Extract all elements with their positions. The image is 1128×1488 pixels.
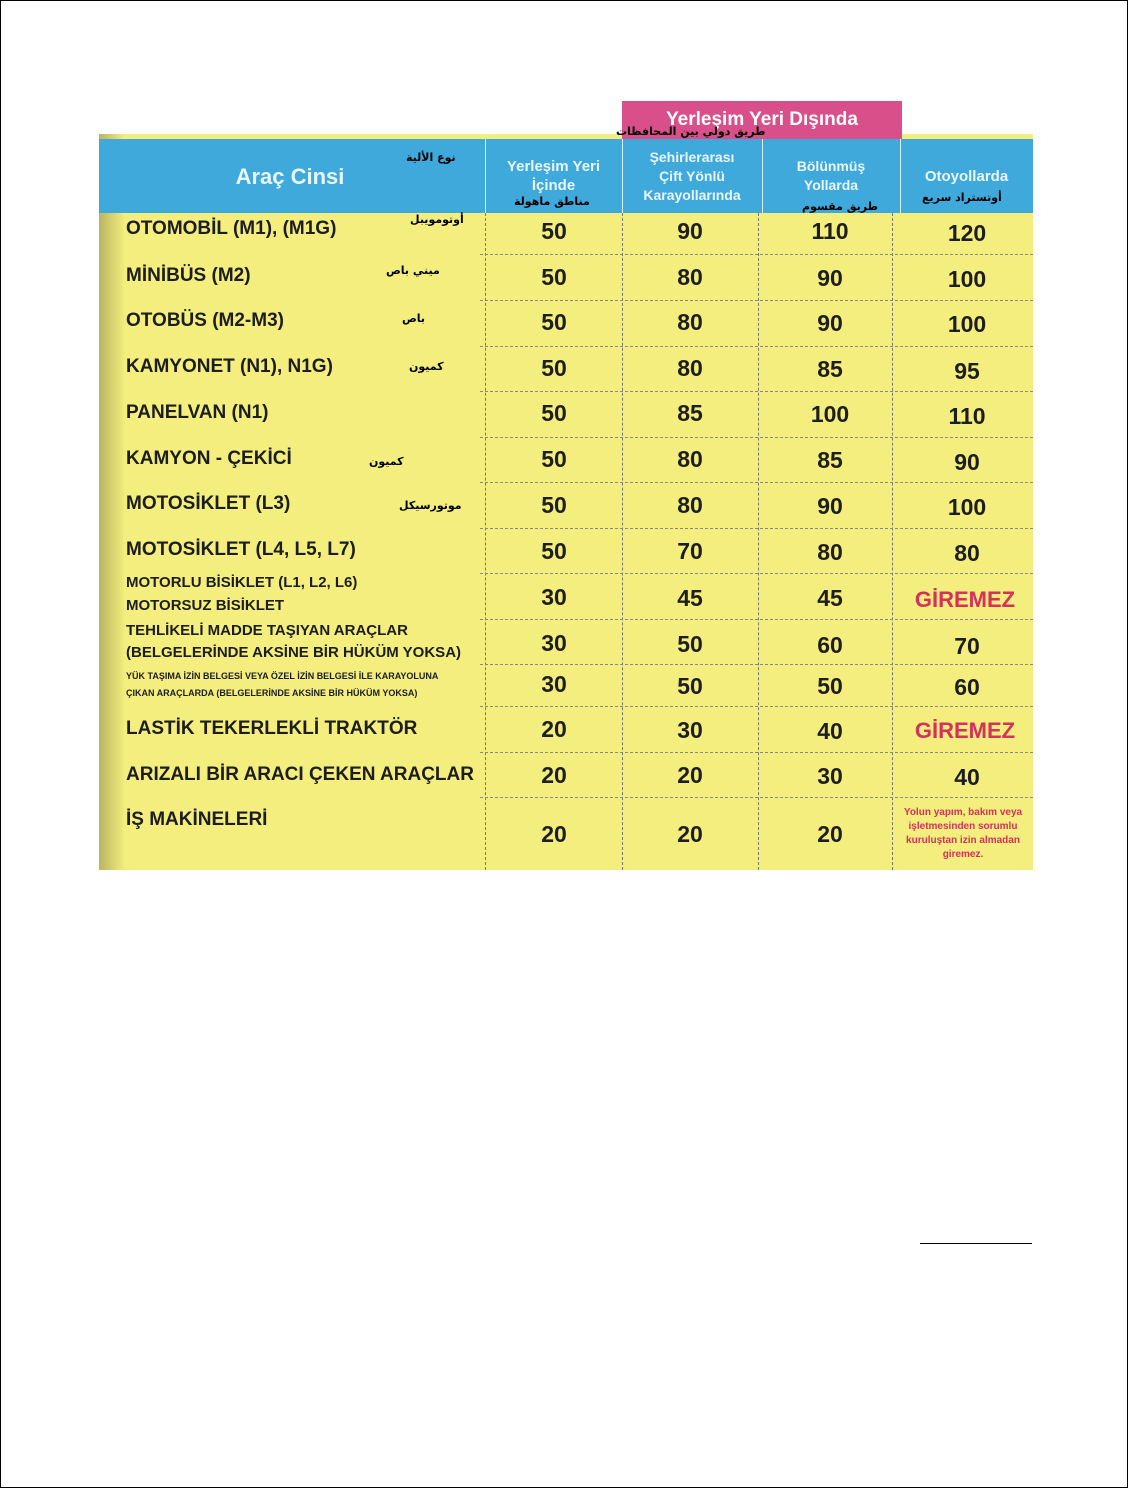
vehicle-label-hazardous-goods-note: (BELGELERİNDE AKSİNE BİR HÜKÜM YOKSA): [126, 644, 462, 661]
header-divider: [485, 139, 486, 213]
vehicle-label-tractor: LASTİK TEKERLEKLİ TRAKTÖR: [126, 718, 418, 739]
arabic-label-automobile: أوتومويبل: [410, 213, 464, 226]
arabic-label-intercity-road: طريق دولي بين المحافظات: [616, 125, 766, 138]
header-intercity-two-way: Şehirlerarası Çift Yönlü Karayollarında: [643, 148, 741, 203]
vehicle-label-bus: OTOBÜS (M2-M3): [126, 310, 284, 331]
arabic-label-vehicle-type: نوع الألية: [406, 151, 456, 164]
speed-in-settlement: 30: [541, 584, 567, 610]
vehicle-label-work-machines: İŞ MAKİNELERİ: [126, 809, 268, 830]
vehicle-label-motorcycle-l3: MOTOSİKLET (L3): [126, 493, 291, 514]
speed-in-settlement: 50: [541, 492, 567, 518]
speed-in-settlement: 20: [541, 821, 567, 847]
row-divider: [480, 254, 1033, 255]
vehicle-label-minibus: MİNİBÜS (M2): [126, 265, 251, 286]
speed-intercity: 80: [677, 446, 703, 472]
speed-intercity: 45: [677, 585, 703, 611]
speed-intercity: 90: [677, 218, 703, 244]
speed-motorway: 80: [954, 540, 980, 566]
header-divider: [762, 139, 763, 213]
speed-divided: 60: [817, 632, 843, 658]
vehicle-label-motor-bicycle: MOTORLU BİSİKLET (L1, L2, L6): [126, 574, 358, 591]
header-vehicle-type: Araç Cinsi: [235, 163, 345, 189]
speed-in-settlement: 50: [541, 218, 567, 244]
no-entry-label: GİREMEZ: [914, 718, 1016, 743]
vehicle-label-motorcycle-l4-l5-l7: MOTOSİKLET (L4, L5, L7): [126, 539, 356, 560]
speed-divided: 40: [817, 718, 843, 744]
speed-intercity: 70: [677, 538, 703, 564]
speed-divided: 80: [817, 539, 843, 565]
speed-divided: 45: [817, 585, 843, 611]
speed-intercity: 80: [677, 492, 703, 518]
speed-in-settlement: 50: [541, 446, 567, 472]
speed-intercity: 80: [677, 264, 703, 290]
arabic-label-truck: كميون: [369, 455, 404, 468]
speed-divided: 110: [811, 218, 849, 244]
speed-motorway: 95: [954, 358, 980, 384]
header-divider: [900, 139, 901, 213]
speed-divided: 20: [817, 821, 843, 847]
speed-motorway: 120: [947, 220, 987, 246]
vehicle-label-truck: KAMYON - ÇEKİCİ: [126, 448, 292, 469]
motorway-permit-note: Yolun yapım, bakım veya işletmesinden sorumlu kuruluştan izin almadan giremez.: [903, 807, 1023, 860]
speed-divided: 50: [817, 673, 843, 699]
speed-divided: 30: [817, 763, 843, 789]
speed-intercity: 30: [677, 717, 703, 743]
column-divider: [485, 213, 486, 870]
row-divider: [480, 573, 1033, 574]
vehicle-label-towing-vehicles: ARIZALI BİR ARACI ÇEKEN ARAÇLAR: [126, 764, 474, 785]
speed-divided: 90: [817, 310, 843, 336]
speed-intercity: 50: [677, 631, 703, 657]
speed-in-settlement: 20: [541, 762, 567, 788]
speed-in-settlement: 50: [541, 264, 567, 290]
arabic-label-divided-road: طريق مقسوم: [802, 200, 878, 213]
speed-intercity: 50: [677, 673, 703, 699]
row-divider: [480, 482, 1033, 483]
row-divider: [480, 346, 1033, 347]
speed-in-settlement: 50: [541, 355, 567, 381]
speed-divided: 90: [817, 493, 843, 519]
vehicle-label-permit-vehicles: YÜK TAŞIMA İZİN BELGESİ VEYA ÖZEL İZİN BELGESİ İLE KARAYOLUNA: [126, 671, 439, 681]
row-divider: [480, 300, 1033, 301]
speed-intercity: 20: [677, 821, 703, 847]
header-in-settlement: Yerleşim Yeri İçinde: [506, 158, 601, 194]
arabic-label-pickup: كميون: [409, 360, 444, 373]
arabic-label-motorcycle: موتورسيكل: [399, 499, 462, 512]
speed-intercity: 80: [677, 355, 703, 381]
row-divider: [480, 752, 1033, 753]
speed-intercity: 85: [677, 400, 703, 426]
speed-motorway: 60: [954, 674, 980, 700]
row-divider: [480, 664, 1033, 665]
speed-in-settlement: 50: [541, 400, 567, 426]
speed-motorway: 90: [954, 449, 980, 475]
vehicle-label-permit-vehicles-note: ÇIKAN ARAÇLARDA (BELGELERİNDE AKSİNE BİR HÜKÜM YOKSA): [126, 688, 418, 698]
row-divider: [480, 528, 1033, 529]
header-divider: [622, 139, 623, 213]
vehicle-label-hazardous-goods: TEHLİKELİ MADDE TAŞIYAN ARAÇLAR: [126, 622, 408, 639]
column-divider: [758, 213, 759, 870]
no-entry-label: GİREMEZ: [914, 587, 1016, 612]
speed-in-settlement: 50: [541, 309, 567, 335]
vehicle-label-automobile: OTOMOBİL (M1), (M1G): [126, 218, 337, 239]
speed-intercity: 80: [677, 309, 703, 335]
speed-divided: 100: [810, 401, 850, 427]
speed-divided: 85: [817, 356, 843, 382]
group-header-outside-settlement: Yerleşim Yeri Dışında: [622, 101, 902, 139]
row-divider: [480, 391, 1033, 392]
speed-divided: 85: [817, 447, 843, 473]
vehicle-label-bicycle: MOTORSUZ BİSİKLET: [126, 597, 285, 614]
header-divided-roads: Bölünmüş Yollarda: [796, 158, 866, 193]
arabic-label-motorway: أوتستراد سريع: [922, 191, 1002, 204]
page-curl-shadow: [99, 134, 125, 870]
arabic-label-minibus: ميني باص: [386, 264, 440, 277]
row-divider: [480, 437, 1033, 438]
speed-intercity: 20: [677, 762, 703, 788]
arabic-label-bus: باص: [402, 312, 426, 325]
speed-motorway: 70: [954, 633, 980, 659]
speed-motorway: 40: [954, 764, 980, 790]
signature-line: [920, 1243, 1032, 1244]
speed-motorway: 100: [947, 311, 987, 337]
vehicle-label-panelvan: PANELVAN (N1): [126, 402, 269, 423]
speed-motorway: 100: [947, 266, 987, 292]
speed-divided: 90: [817, 265, 843, 291]
speed-motorway: 100: [947, 494, 987, 520]
vehicle-label-pickup: KAMYONET (N1), N1G): [126, 356, 333, 377]
speed-motorway: 110: [948, 403, 986, 429]
header-motorways: Otoyollarda: [924, 167, 1009, 185]
speed-in-settlement: 20: [541, 716, 567, 742]
column-divider: [622, 213, 623, 870]
speed-in-settlement: 30: [541, 671, 567, 697]
row-divider: [480, 619, 1033, 620]
column-divider: [892, 213, 893, 870]
speed-in-settlement: 50: [541, 538, 567, 564]
speed-in-settlement: 30: [541, 630, 567, 656]
row-divider: [480, 706, 1033, 707]
row-divider: [480, 797, 1033, 798]
arabic-label-inhabited-areas: مناطق ماهولة: [514, 195, 590, 208]
